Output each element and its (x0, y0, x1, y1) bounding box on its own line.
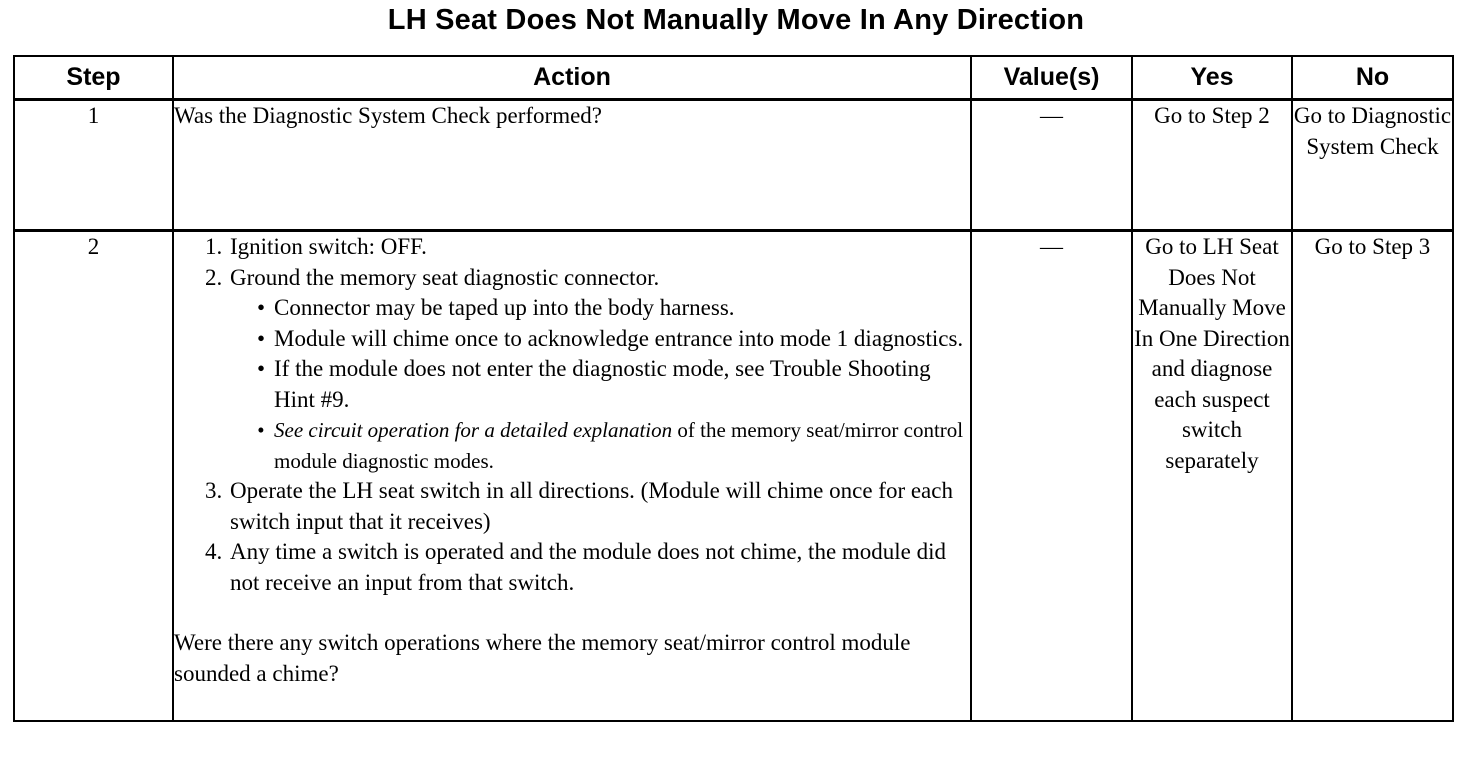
table-header-row (14, 56, 1453, 100)
action-substep-item: • Connector may be taped up into the body harness. (274, 293, 970, 324)
value-cell: — (971, 231, 1132, 722)
yes-cell: Go to Step 2 (1132, 100, 1292, 231)
header-action: Action (173, 56, 971, 100)
table-row (14, 231, 1453, 722)
step-number: 1 (14, 100, 173, 231)
value-cell: — (971, 100, 1132, 231)
action-substep-item: • If the module does not enter the diagnostic mode, see Trouble Shooting Hint #9. (274, 354, 970, 415)
action-substep-item: • Module will chime once to acknowledge entrance into mode 1 diagnostics. (274, 324, 970, 355)
action-cell (173, 231, 971, 722)
header-yes: Yes (1132, 56, 1292, 100)
diagnostic-table (13, 55, 1454, 722)
header-values: Value(s) (971, 56, 1132, 100)
action-cell (173, 100, 971, 231)
action-substeps-list (230, 293, 970, 476)
action-step-item (228, 263, 970, 477)
page-title: LH Seat Does Not Manually Move In Any Direction (387, 4, 1085, 36)
action-substep-italic-text: See circuit operation for a detailed explanation (274, 418, 673, 442)
yes-cell: Go to LH Seat Does Not Manually Move In One Direction and diagnose each suspect switch separately (1132, 231, 1292, 722)
header-no: No (1292, 56, 1453, 100)
action-question: Was the Diagnostic System Check performed? (174, 103, 603, 128)
action-steps-list (174, 232, 970, 598)
action-step-item: 1. Ignition switch: OFF. (228, 232, 970, 263)
action-step-item: 3. Operate the LH seat switch in all directions. (Module will chime once for each switch input that it receives) (228, 476, 970, 537)
table-row (14, 100, 1453, 231)
no-cell: Go to Diagnostic System Check (1292, 100, 1453, 231)
no-cell: Go to Step 3 (1292, 231, 1453, 722)
action-substep-item (274, 415, 970, 476)
action-step-text: Ground the memory seat diagnostic connector. (230, 264, 660, 290)
action-substep-text: of the memory seat/mirror control module diagnostic modes. (274, 418, 964, 473)
step-number: 2 (14, 231, 173, 722)
action-step-item: 4. Any time a switch is operated and the module does not chime, the module did not receive an input from that switch. (228, 537, 970, 598)
action-question: Were there any switch operations where the memory seat/mirror control module sounded a chime? (174, 630, 911, 686)
header-step: Step (14, 56, 173, 100)
